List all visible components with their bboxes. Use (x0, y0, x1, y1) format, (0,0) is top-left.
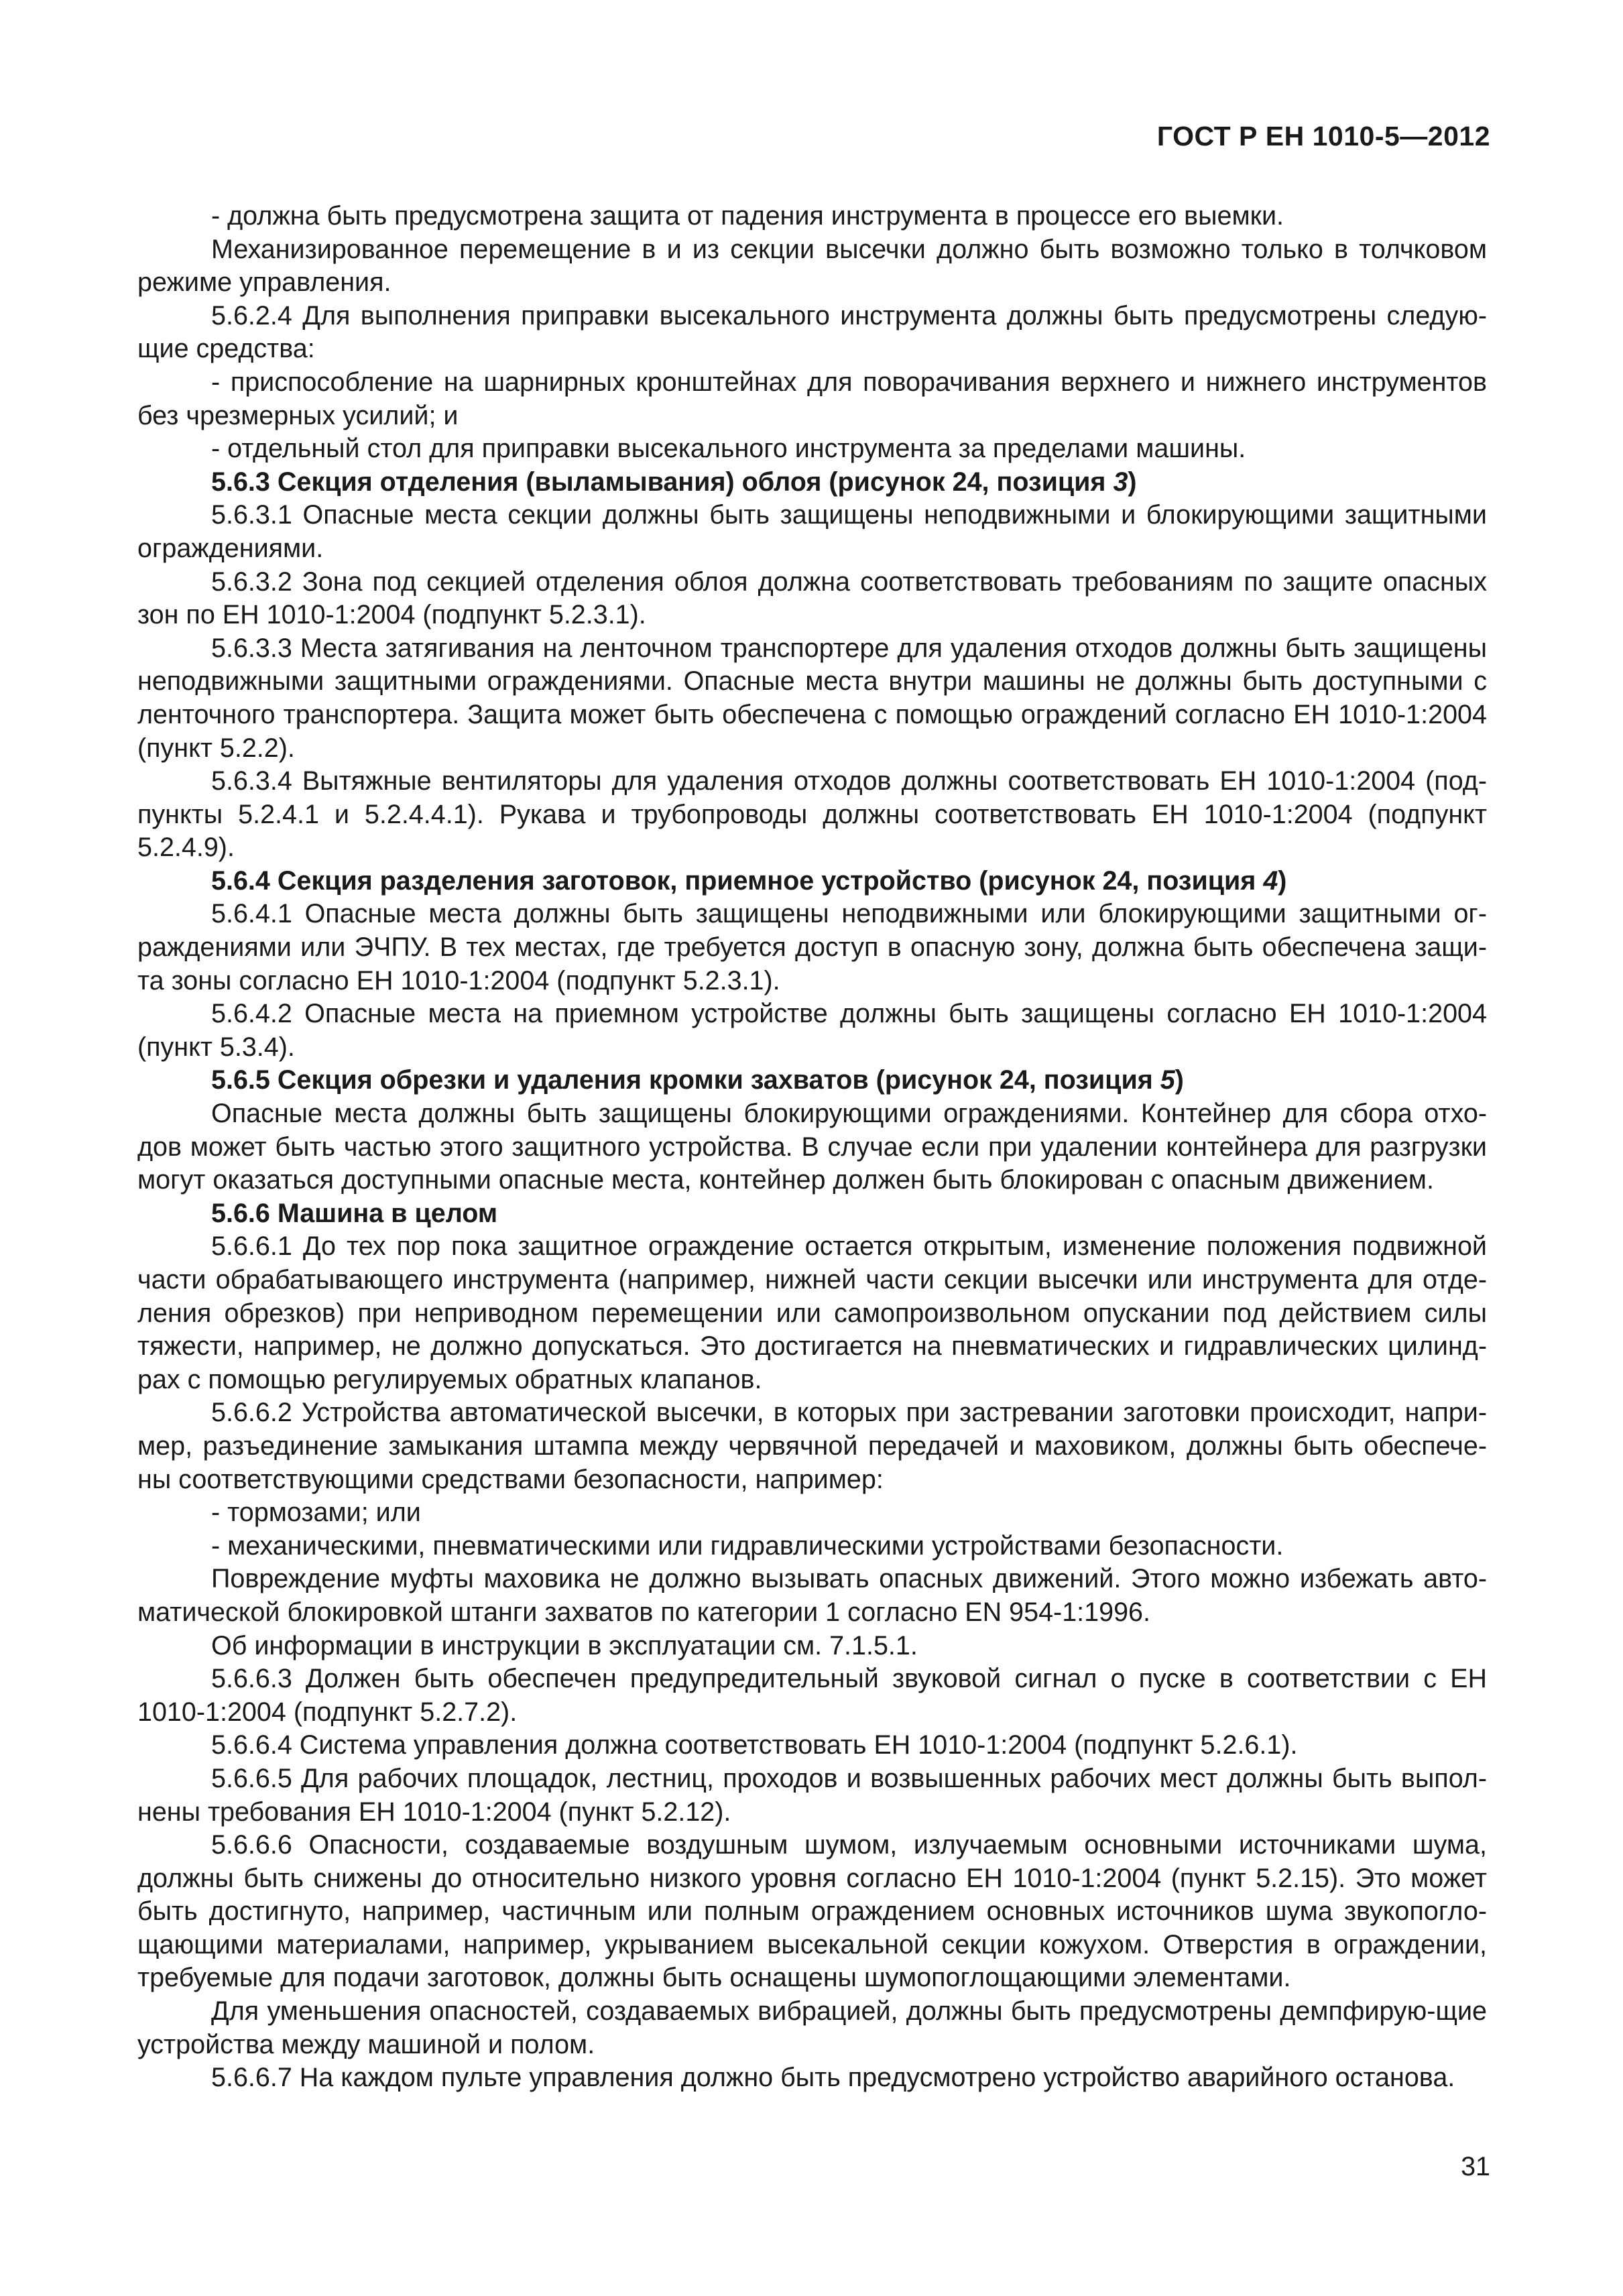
paragraph: 5.6.3.1 Опасные места секции должны быть защищены неподвижными и блокирующими защитными ограждениями. (137, 500, 1487, 563)
section-heading-5-6-5 (137, 1064, 1487, 1097)
paragraph: 5.6.4.1 Опасные места должны быть защищены неподвижными или блокирующими защитными ог-раждениями или ЭЧПУ. В тех местах, где требуется доступ в опасную зону, должна быть обеспечена защи-та зоны согласно ЕН 1010-1:2004 (подпункт 5.2.3.1). (137, 899, 1487, 995)
paragraph: 5.6.3.4 Вытяжные вентиляторы для удаления отходов должны соответствовать ЕН 1010-1:2004 (под-пункты 5.2.4.1 и 5.2.4.4.1). Рукава и трубопроводы должны соответствовать ЕН 1010-1:2004 (подпункт 5.2.4.9). (137, 766, 1487, 863)
heading-close: ) (1278, 865, 1287, 896)
heading-position: 4 (1263, 865, 1278, 896)
paragraph: 5.6.6.6 Опасности, создаваемые воздушным шумом, излучаемым основными источниками шума, должны быть снижены до относительно низкого уровня согласно ЕН 1010-1:2004 (пункт 5.2.15). Это может быть достигнуто, например, частичным или полным ограждением основных источников шума звукопогло-щающими материалами, например, укрыванием высекальной секции кожухом. Отверстия в ограждении, требуемые для подачи заготовок, должны быть оснащены шумопоглощающими элементами. (137, 1830, 1487, 1993)
section-heading-5-6-6: 5.6.6 Машина в целом (211, 1198, 498, 1228)
paragraph: 5.6.6.7 На каждом пульте управления должно быть предусмотрено устройство аварийного останова. (211, 2063, 1455, 2093)
document-body (137, 200, 1487, 2095)
paragraph: 5.6.6.5 Для рабочих площадок, лестниц, проходов и возвышенных рабочих мест должны быть выпол-нены требования ЕН 1010-1:2004 (пункт 5.2.12). (137, 1763, 1487, 1827)
paragraph: Об информации в инструкции в эксплуатации см. 7.1.5.1. (211, 1630, 918, 1660)
paragraph: - тормозами; или (211, 1498, 421, 1528)
section-heading-5-6-3 (137, 466, 1487, 499)
paragraph: - механическими, пневматическими или гидравлическими устройствами безопасности. (211, 1530, 1284, 1561)
heading-position: 5 (1160, 1065, 1175, 1095)
heading-close: ) (1175, 1065, 1184, 1095)
heading-position: 3 (1113, 467, 1128, 497)
paragraph: 5.6.6.2 Устройства автоматической высечки, в которых при застревании заготовки происходит, напри-мер, разъединение замыкания штампа между червячной передачей и маховиком, должны быть обеспече-ны соответствующими средствами безопасности, например: (137, 1398, 1487, 1494)
paragraph: Повреждение муфты маховика не должно вызывать опасных движений. Этого можно избежать авто-матической блокировкой штанги захватов по категории 1 согласно EN 954-1:1996. (137, 1564, 1487, 1627)
paragraph: Опасные места должны быть защищены блокирующими ограждениями. Контейнер для сбора отхо-дов может быть частью этого защитного устройства. В случае если при удалении контейнера для разгрузки могут оказаться доступными опасные места, контейнер должен быть блокирован с опасным движением. (137, 1099, 1487, 1195)
paragraph: - должна быть предусмотрена защита от падения инструмента в процессе его выемки. (211, 201, 1284, 231)
heading-text: 5.6.4 Секция разделения заготовок, приемное устройство (рисунок 24, позиция (211, 865, 1264, 896)
paragraph: 5.6.6.1 До тех пор пока защитное ограждение остается открытым, изменение положения подвижной части обрабатывающего инструмента (например, нижней части секции высечки или инструмента для отде-ления обрезков) при неприводном перемещении или самопроизвольном опускании под действием силы тяжести, например, не должно допускаться. Это достигается на пневматических и гидравлических цилинд-рах с помощью регулируемых обратных клапанов. (137, 1231, 1487, 1394)
paragraph: 5.6.6.3 Должен быть обеспечен предупредительный звуковой сигнал о пуске в соответствии с ЕН 1010-1:2004 (подпункт 5.2.7.2). (137, 1664, 1487, 1727)
paragraph: Для уменьшения опасностей, создаваемых вибрацией, должны быть предусмотрены демпфирую-щие устройства между машиной и полом. (137, 1996, 1487, 2059)
heading-close: ) (1128, 467, 1137, 497)
section-heading-5-6-4 (137, 865, 1487, 898)
paragraph: - приспособление на шарнирных кронштейнах для поворачивания верхнего и нижнего инструментов без чрезмерных усилий; и (137, 367, 1487, 430)
standard-designation: ГОСТ Р ЕН 1010-5—2012 (1156, 121, 1490, 152)
paragraph: 5.6.4.2 Опасные места на приемном устройстве должны быть защищены согласно ЕН 1010-1:2004 (пункт 5.3.4). (137, 999, 1487, 1062)
page-number: 31 (1461, 2152, 1490, 2181)
paragraph: - отдельный стол для приправки высекального инструмента за пределами машины. (211, 434, 1246, 464)
paragraph: 5.6.3.2 Зона под секцией отделения облоя должна соответствовать требованиям по защите опасных зон по ЕН 1010-1:2004 (подпункт 5.2.3.1). (137, 566, 1487, 630)
heading-text: 5.6.3 Секция отделения (выламывания) облоя (рисунок 24, позиция (211, 467, 1114, 497)
paragraph: Механизированное перемещение в и из секции высечки должно быть возможно только в толчковом режиме управления. (137, 234, 1487, 298)
paragraph: 5.6.3.3 Места затягивания на ленточном транспортере для удаления отходов должны быть защищены неподвижными защитными ограждениями. Опасные места внутри машины не должны быть доступными с ленточного транспортера. Защита может быть обеспечена с помощью ограждений согласно ЕН 1010-1:2004 (пункт 5.2.2). (137, 633, 1487, 763)
paragraph: 5.6.2.4 Для выполнения приправки высекального инструмента должны быть предусмотрены следую-щие средства: (137, 300, 1487, 364)
paragraph: 5.6.6.4 Система управления должна соответствовать ЕН 1010-1:2004 (подпункт 5.2.6.1). (211, 1730, 1298, 1760)
heading-text: 5.6.5 Секция обрезки и удаления кромки захватов (рисунок 24, позиция (211, 1065, 1160, 1095)
